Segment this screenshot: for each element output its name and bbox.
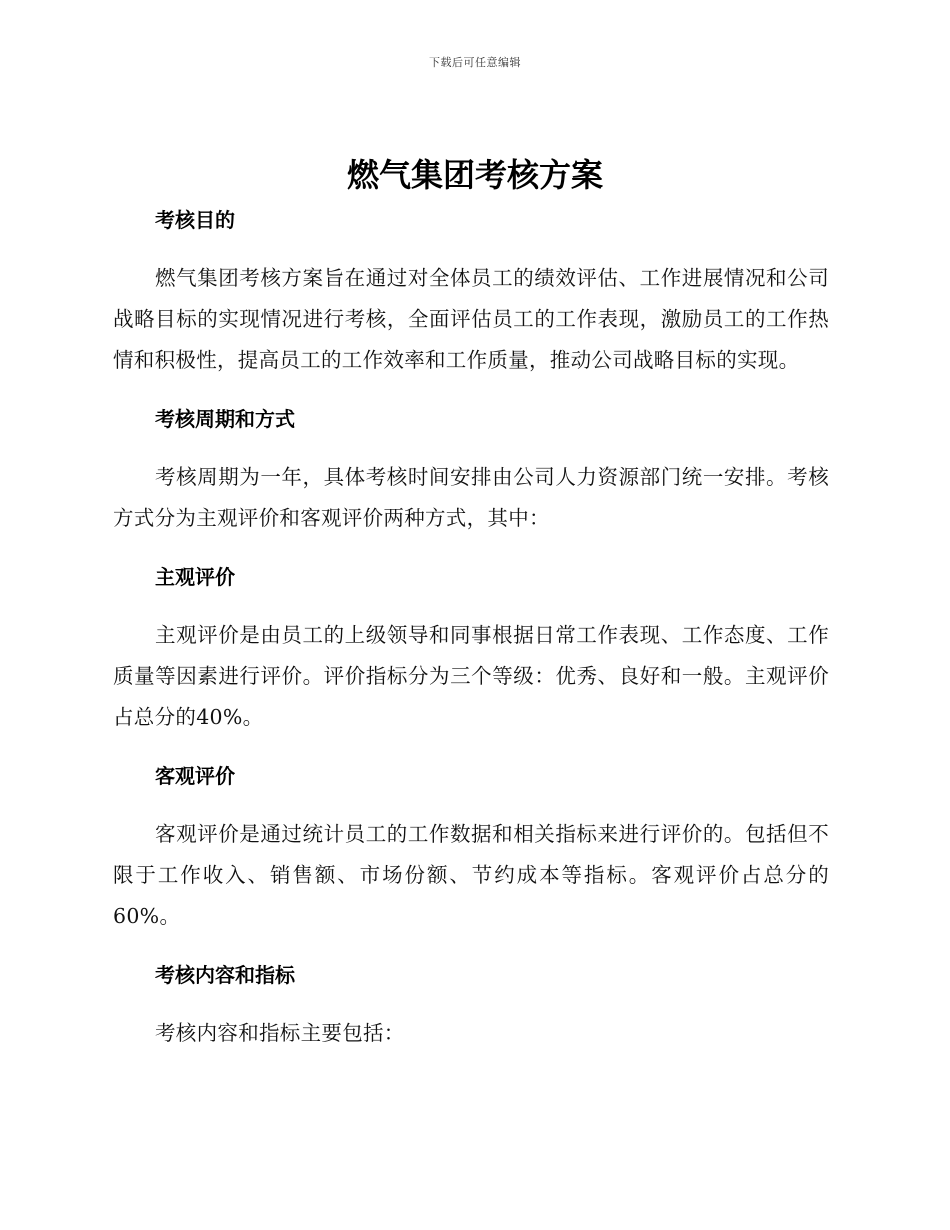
section-paragraph-objective: 客观评价是通过统计员工的工作数据和相关指标来进行评价的。包括但不限于工作收入、销售额、市场份额、节约成本等指标。客观评价占总分的60%。 (113, 822, 829, 928)
section-heading-objective: 客观评价 (155, 764, 235, 788)
document-title: 燃气集团考核方案 (346, 156, 603, 194)
section-paragraph-cycle-method: 考核周期为一年，具体考核时间安排由公司人力资源部门统一安排。考核方式分为主观评价和客观评价两种方式，其中： (113, 465, 829, 530)
section-heading-subjective: 主观评价 (155, 565, 235, 589)
section-paragraph-content-indicators: 考核内容和指标主要包括： (155, 1021, 405, 1045)
section-paragraph-purpose: 燃气集团考核方案旨在通过对全体员工的绩效评估、工作进展情况和公司战略目标的实现情况进行考核，全面评估员工的工作表现，激励员工的工作热情和积极性，提高员工的工作效率和工作质量，推动公司战略目标的实现。 (113, 266, 829, 372)
header-note: 下载后可任意编辑 (429, 56, 521, 69)
section-heading-content-indicators: 考核内容和指标 (155, 963, 295, 987)
section-heading-purpose: 考核目的 (155, 208, 235, 232)
document-body (113, 204, 829, 1054)
section-paragraph-subjective: 主观评价是由员工的上级领导和同事根据日常工作表现、工作态度、工作质量等因素进行评价。评价指标分为三个等级：优秀、良好和一般。主观评价占总分的40%。 (113, 623, 829, 729)
section-heading-cycle-method: 考核周期和方式 (155, 407, 295, 431)
